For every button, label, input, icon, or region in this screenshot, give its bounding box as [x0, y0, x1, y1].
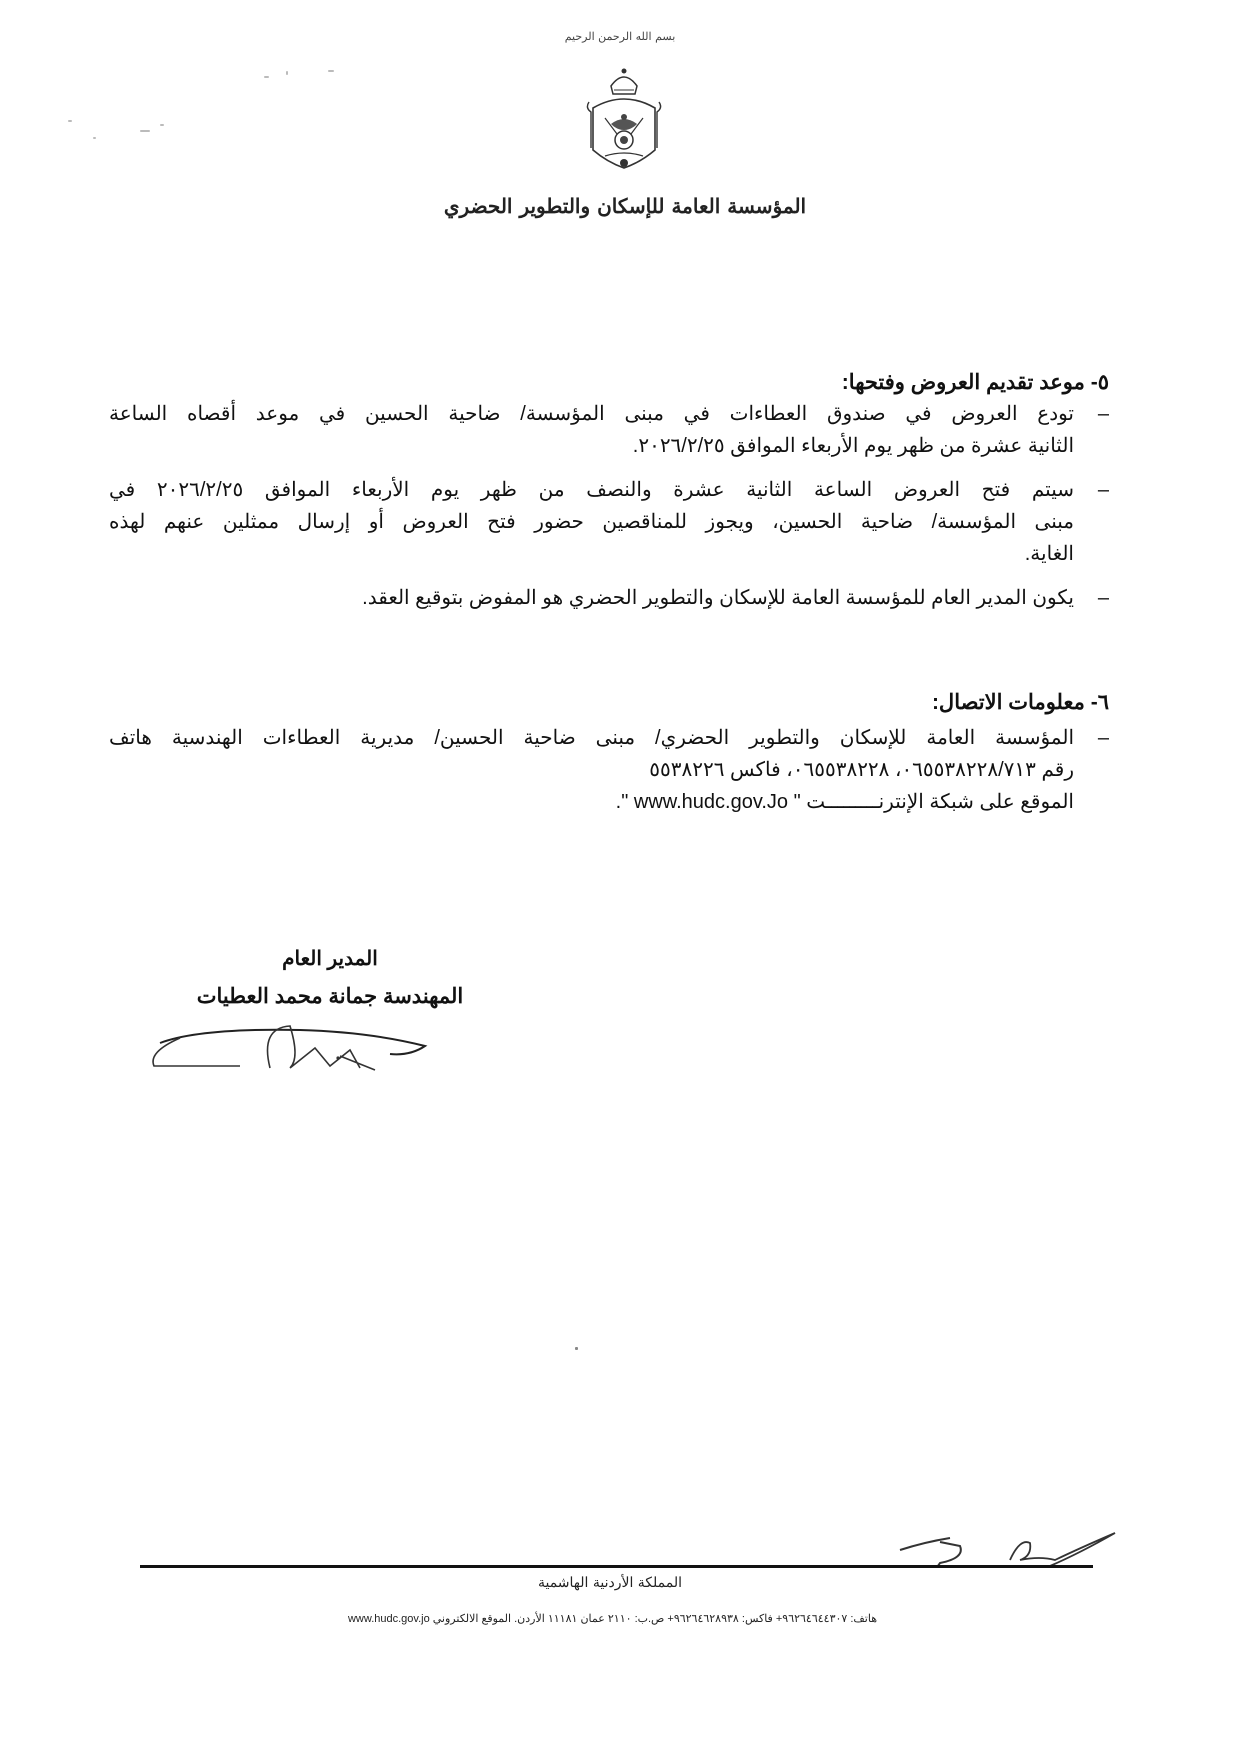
website-line[interactable]: الموقع على شبكة الإنترنـــــــــت " www.hudc.gov.Jo ". [615, 791, 1074, 813]
footer-divider [140, 1565, 1093, 1568]
section-6-title: ٦- معلومات الاتصال: [931, 691, 1109, 714]
paragraph-line: مبنى المؤسسة/ ضاحية الحسين، ويجوز للمناقصين حضور فتح العروض أو إرسال ممثلين عنهم لهذه [109, 511, 1074, 533]
paragraph-line: يكون المدير العام للمؤسسة العامة للإسكان والتطوير الحضري هو المفوض بتوقيع العقد. [362, 587, 1074, 609]
list-dash: – [1097, 479, 1109, 501]
list-dash: – [1097, 587, 1109, 609]
jordan-coat-of-arms-icon [581, 64, 667, 178]
organization-name-logotype: المؤسسة العامة للإسكان والتطوير الحضري [443, 194, 807, 218]
paragraph-line: الثانية عشرة من ظهر يوم الأربعاء الموافق ٢٠٢٦/٢/٢٥. [632, 435, 1074, 457]
signatory-title: المدير العام [282, 948, 378, 970]
paragraph-line: الغاية. [1024, 543, 1074, 565]
paragraph-line: سيتم فتح العروض الساعة الثانية عشرة والنصف من ظهر يوم الأربعاء الموافق ٢٠٢٦/٢/٢٥ في [109, 479, 1074, 501]
initials-signatures [880, 1508, 1120, 1568]
section-6-item-1 [109, 722, 1109, 818]
footer-contact-info [300, 1612, 925, 1625]
section-5-item-3 [109, 582, 1109, 614]
handwritten-signature [140, 1018, 440, 1078]
list-dash: – [1097, 727, 1109, 749]
footer-website-link[interactable]: www.hudc.gov.jo [347, 1613, 430, 1625]
section-5-title: ٥- موعد تقديم العروض وفتحها: [841, 371, 1109, 394]
paragraph-line: المؤسسة العامة للإسكان والتطوير الحضري/ مبنى ضاحية الحسين/ مديرية العطاءات الهندسية هاتف [109, 727, 1074, 749]
footer-kingdom-name: المملكة الأردنية الهاشمية [537, 1575, 683, 1591]
list-dash: – [1097, 403, 1109, 425]
basmala-header: بسم الله الرحمن الرحيم [564, 30, 676, 43]
section-5-item-1 [109, 398, 1109, 462]
signatory-name: المهندسة جمانة محمد العطيات [196, 985, 464, 1008]
paragraph-line: تودع العروض في صندوق العطاءات في مبنى المؤسسة/ ضاحية الحسين في موعد أقصاه الساعة [109, 403, 1074, 425]
paragraph-line: رقم ٠٦٥٥٣٨٢٢٨/٧١٣، ٠٦٥٥٣٨٢٢٨، فاكس ٥٥٣٨٢٢٦ [649, 759, 1074, 781]
section-5-item-2 [109, 474, 1109, 570]
footer-contact-text: هاتف: ٩٦٢٦٤٦٤٤٣٠٧+ فاكس: ٩٦٢٦٤٦٢٨٩٣٨+ ص.ب: ٢١١٠ عمان ١١١٨١ الأردن. الموقع الالكتروني [432, 1613, 878, 1625]
